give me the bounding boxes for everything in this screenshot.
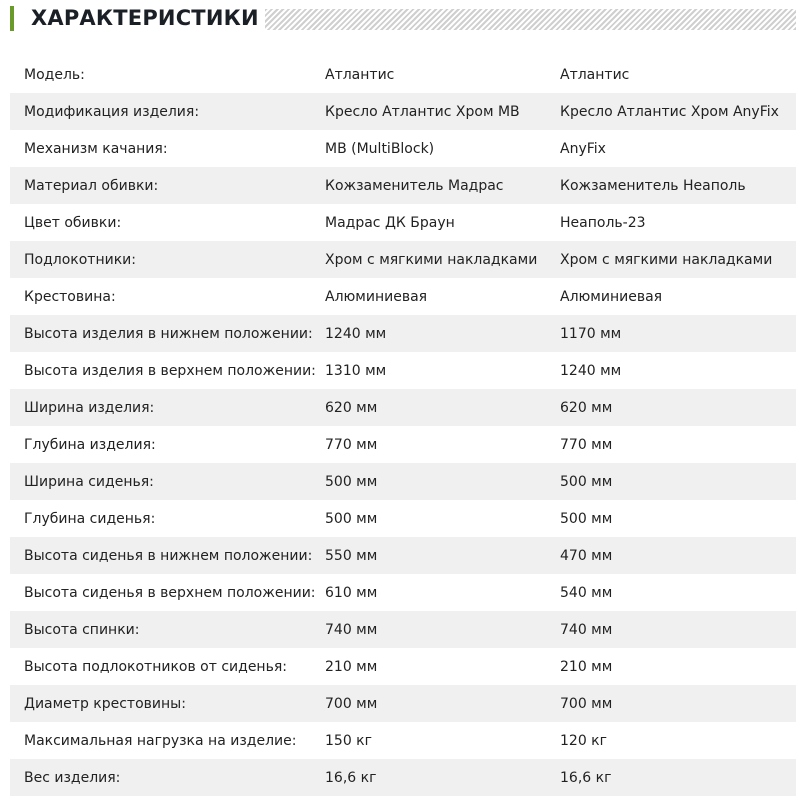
spec-value-model-b: 770 мм	[560, 436, 613, 453]
spec-value-model-b: 540 мм	[560, 584, 613, 601]
spec-value-model-b: 620 мм	[560, 399, 613, 416]
spec-label: Ширина изделия:	[24, 399, 155, 416]
table-row	[10, 648, 796, 685]
spec-value-model-a: 620 мм	[325, 399, 378, 416]
spec-value-model-a: Кожзаменитель Мадрас	[325, 177, 504, 194]
spec-value-model-b: 500 мм	[560, 510, 613, 527]
spec-label: Механизм качания:	[24, 140, 168, 157]
table-row	[10, 574, 796, 611]
spec-label: Крестовина:	[24, 288, 116, 305]
spec-value-model-b: 1170 мм	[560, 325, 622, 342]
spec-value-model-a: 150 кг	[325, 732, 372, 749]
table-row	[10, 426, 796, 463]
spec-label: Высота изделия в верхнем положении:	[24, 362, 316, 379]
table-row	[10, 352, 796, 389]
table-row	[10, 389, 796, 426]
spec-value-model-a: 770 мм	[325, 436, 378, 453]
table-row	[10, 241, 796, 278]
spec-value-model-a: 500 мм	[325, 510, 378, 527]
section-header	[0, 0, 800, 40]
spec-label: Высота сиденья в нижнем положении:	[24, 547, 313, 564]
table-row	[10, 315, 796, 352]
table-row	[10, 537, 796, 574]
spec-value-model-b: Кожзаменитель Неаполь	[560, 177, 746, 194]
spec-value-model-b: 740 мм	[560, 621, 613, 638]
spec-label: Максимальная нагрузка на изделие:	[24, 732, 297, 749]
spec-value-model-a: Мадрас ДК Браун	[325, 214, 455, 231]
spec-value-model-a: 550 мм	[325, 547, 378, 564]
spec-value-model-a: 16,6 кг	[325, 769, 377, 786]
table-row	[10, 56, 796, 93]
spec-value-model-b: Атлантис	[560, 66, 630, 83]
specs-table	[10, 56, 796, 796]
spec-label: Ширина сиденья:	[24, 473, 154, 490]
section-title: ХАРАКТЕРИСТИКИ	[31, 6, 259, 30]
spec-label: Цвет обивки:	[24, 214, 122, 231]
spec-label: Модель:	[24, 66, 85, 83]
table-row	[10, 167, 796, 204]
spec-label: Материал обивки:	[24, 177, 159, 194]
table-row	[10, 759, 796, 796]
table-row	[10, 722, 796, 759]
spec-value-model-a: Алюминиевая	[325, 288, 428, 305]
spec-value-model-b: 210 мм	[560, 658, 613, 675]
spec-label: Диаметр крестовины:	[24, 695, 186, 712]
spec-value-model-b: Неаполь-23	[560, 214, 646, 231]
table-row	[10, 611, 796, 648]
spec-value-model-b: 500 мм	[560, 473, 613, 490]
spec-label: Высота подлокотников от сиденья:	[24, 658, 287, 675]
table-row	[10, 204, 796, 241]
spec-value-model-a: Хром с мягкими накладками	[325, 251, 538, 268]
spec-label: Модификация изделия:	[24, 103, 200, 120]
spec-value-model-b: Хром с мягкими накладками	[560, 251, 773, 268]
spec-value-model-a: 1240 мм	[325, 325, 387, 342]
spec-value-model-a: 500 мм	[325, 473, 378, 490]
spec-value-model-a: 700 мм	[325, 695, 378, 712]
spec-value-model-b: 1240 мм	[560, 362, 622, 379]
spec-value-model-b: 470 мм	[560, 547, 613, 564]
accent-bar	[10, 6, 14, 31]
spec-label: Высота спинки:	[24, 621, 140, 638]
spec-label: Высота изделия в нижнем положении:	[24, 325, 313, 342]
spec-label: Глубина сиденья:	[24, 510, 156, 527]
table-row	[10, 278, 796, 315]
table-row	[10, 463, 796, 500]
table-row	[10, 130, 796, 167]
spec-value-model-b: 16,6 кг	[560, 769, 612, 786]
spec-label: Глубина изделия:	[24, 436, 156, 453]
spec-label: Вес изделия:	[24, 769, 121, 786]
spec-value-model-a: 610 мм	[325, 584, 378, 601]
table-row	[10, 685, 796, 722]
spec-value-model-a: MB (MultiBlock)	[325, 140, 435, 157]
spec-label: Высота сиденья в верхнем положении:	[24, 584, 316, 601]
spec-value-model-b: Алюминиевая	[560, 288, 663, 305]
spec-value-model-a: Атлантис	[325, 66, 395, 83]
table-row	[10, 500, 796, 537]
spec-value-model-a: 740 мм	[325, 621, 378, 638]
spec-value-model-b: AnyFix	[560, 140, 606, 157]
spec-label: Подлокотники:	[24, 251, 136, 268]
decorative-stripes	[265, 9, 796, 30]
spec-value-model-a: 210 мм	[325, 658, 378, 675]
spec-value-model-b: 120 кг	[560, 732, 607, 749]
spec-value-model-b: 700 мм	[560, 695, 613, 712]
table-row	[10, 93, 796, 130]
spec-value-model-b: Кресло Атлантис Хром AnyFix	[560, 103, 779, 120]
spec-value-model-a: 1310 мм	[325, 362, 387, 379]
spec-value-model-a: Кресло Атлантис Хром MB	[325, 103, 520, 120]
